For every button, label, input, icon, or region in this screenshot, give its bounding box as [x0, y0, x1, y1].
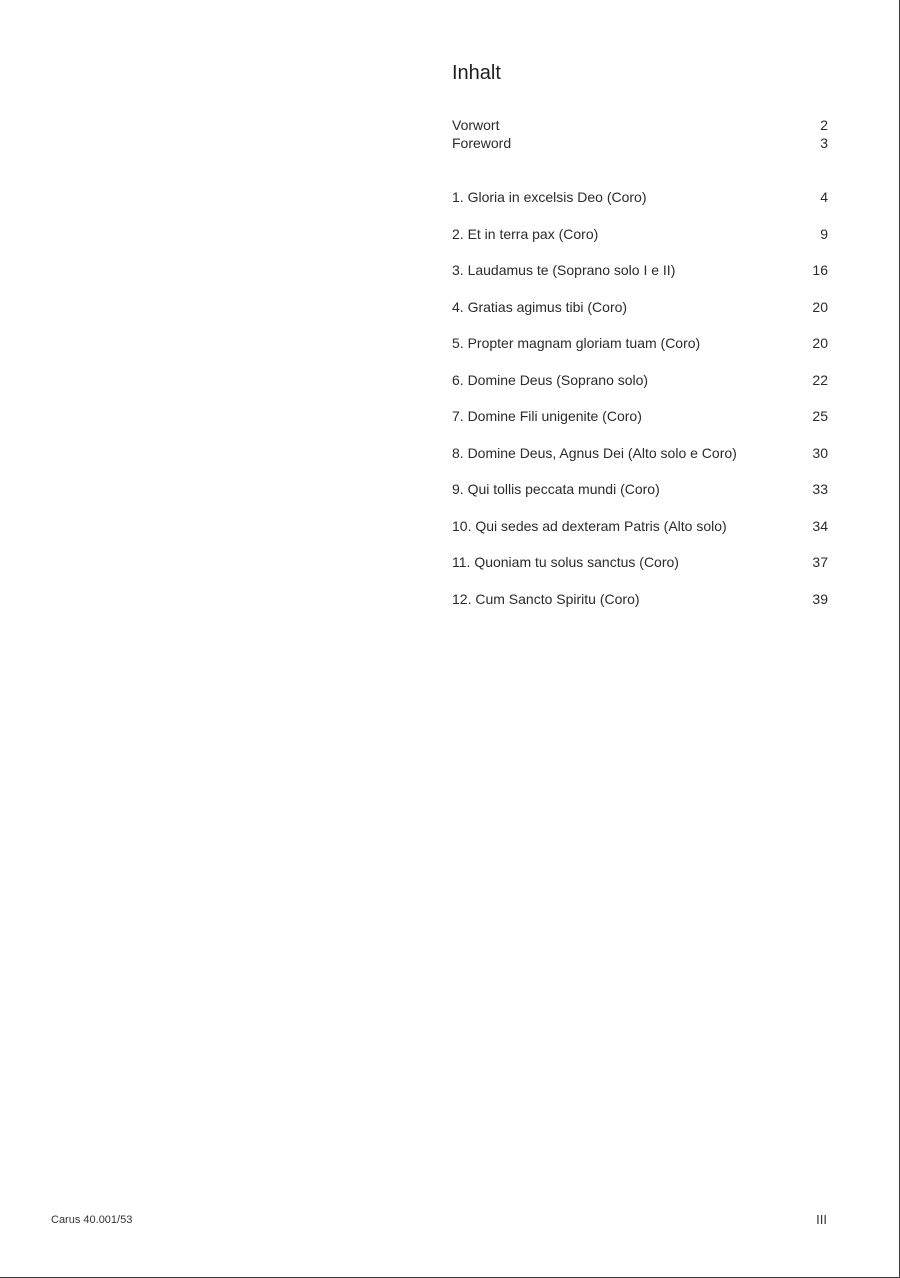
- page-number: III: [816, 1212, 827, 1227]
- toc-entry-label: 8. Domine Deus, Agnus Dei (Alto solo e Coro): [452, 444, 737, 461]
- toc-entry: [452, 334, 828, 371]
- toc-entry-label: Vorwort: [452, 117, 500, 133]
- toc-entry: [452, 590, 828, 627]
- toc-entry-label: 3. Laudamus te (Soprano solo I e II): [452, 262, 676, 278]
- toc-entry-page: 25: [812, 408, 828, 424]
- toc-entry-page: 22: [812, 371, 828, 388]
- toc-entry-page: 37: [812, 554, 828, 570]
- toc-entry-page: 34: [812, 517, 828, 534]
- toc-entry-page: 33: [812, 481, 828, 497]
- toc-entry-page: 16: [812, 262, 828, 278]
- toc-entry-page: 39: [812, 590, 828, 607]
- toc-entry-page: 20: [812, 298, 828, 315]
- table-of-contents: [452, 60, 828, 626]
- toc-entry: [452, 261, 828, 298]
- toc-entry-page: 9: [820, 225, 828, 242]
- toc-entry-label: 6. Domine Deus (Soprano solo): [452, 371, 649, 388]
- toc-entry-label: Foreword: [452, 135, 512, 151]
- front-matter-list: [452, 116, 828, 152]
- toc-entry: [452, 225, 828, 262]
- toc-entry-page: 20: [812, 335, 828, 351]
- toc-entry: [452, 298, 828, 335]
- toc-entry-vorwort: [452, 116, 828, 134]
- toc-entry: [452, 517, 828, 554]
- toc-entry-label: 7. Domine Fili unigenite (Coro): [452, 408, 642, 424]
- toc-entry: [452, 480, 828, 517]
- toc-entry-label: 12. Cum Sancto Spiritu (Coro): [452, 590, 640, 607]
- toc-entry-page: 30: [812, 444, 828, 461]
- toc-entry: [452, 371, 828, 408]
- toc-entry: [452, 188, 828, 225]
- toc-entry-label: 5. Propter magnam gloriam tuam (Coro): [452, 335, 701, 351]
- toc-entry-page: 3: [820, 135, 828, 151]
- catalog-number: Carus 40.001/53: [51, 1214, 133, 1226]
- toc-entry-label: 9. Qui tollis peccata mundi (Coro): [452, 481, 660, 497]
- toc-entry: [452, 444, 828, 481]
- toc-entry-label: 1. Gloria in excelsis Deo (Coro): [452, 189, 647, 205]
- toc-entry-label: 4. Gratias agimus tibi (Coro): [452, 298, 628, 315]
- toc-entry-label: 11. Quoniam tu solus sanctus (Coro): [452, 554, 679, 570]
- toc-entry-page: 2: [820, 117, 828, 133]
- toc-entry-page: 4: [820, 189, 828, 205]
- toc-entry: [452, 407, 828, 444]
- movements-list: [452, 188, 828, 626]
- toc-entry-foreword: [452, 134, 828, 152]
- toc-title: Inhalt: [452, 62, 501, 84]
- toc-entry-label: 10. Qui sedes ad dexteram Patris (Alto solo): [452, 517, 727, 534]
- toc-entry: [452, 553, 828, 590]
- toc-entry-label: 2. Et in terra pax (Coro): [452, 225, 599, 242]
